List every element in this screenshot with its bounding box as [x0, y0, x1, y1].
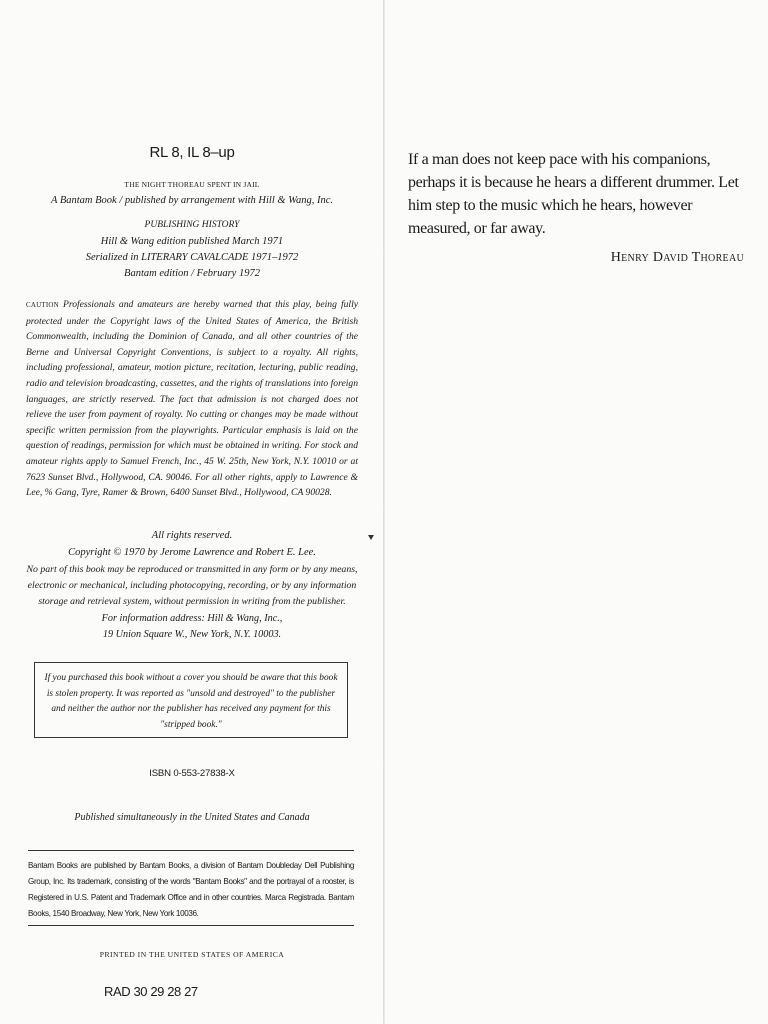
- page-mark: [368, 535, 374, 540]
- stripped-book-notice: If you purchased this book without a cover you should be aware that this book is stolen property. It was reported as "unsold and destroyed" to the publisher and neither the author nor the publisher has received any payment for this "stripped book.": [34, 662, 348, 738]
- book-spine: [383, 0, 385, 1024]
- epigraph-quote: If a man does not keep pace with his companions, perhaps it is because he hears a different drummer. Let him step to the music which he hears, however measured, or far away.: [408, 151, 739, 237]
- isbn: ISBN 0-553-27838-X: [149, 768, 235, 779]
- reading-level: RL 8, IL 8–up: [149, 144, 235, 161]
- rights-line: All rights reserved.: [151, 530, 233, 541]
- caution-label: CAUTION: [26, 301, 59, 309]
- copyright-page: [26, 0, 358, 1024]
- divider-rule: [28, 850, 354, 851]
- copyright-line: Copyright © 1970 by Jerome Lawrence and Robert E. Lee.: [68, 547, 316, 558]
- rights-line: 19 Union Square W., New York, N.Y. 10003.: [102, 629, 282, 640]
- print-line: RAD 30 29 28 27: [104, 984, 198, 999]
- epigraph-page: [404, 0, 748, 1024]
- divider-rule: [28, 925, 354, 926]
- publishing-history-heading: PUBLISHING HISTORY: [144, 220, 240, 230]
- caution-paragraph: [26, 297, 358, 501]
- history-line: Hill & Wang edition published March 1971: [100, 236, 284, 247]
- bantam-trademark-notice: Bantam Books are published by Bantam Books, a division of Bantam Doubleday Dell Publishing Group, Inc. Its trademark, consisting of the words "Bantam Books" and the portrayal of a rooster, is Registered in U.S. Patent and Trademark Office and in other countries. Marca Registrada. Bantam Books, 1540 Broadway, New York, New York 10036.: [28, 861, 354, 918]
- rights-line: No part of this book may be reproduced or transmitted in any form or by any means,: [26, 564, 358, 575]
- publisher-line: A Bantam Book / published by arrangement with Hill & Wang, Inc.: [50, 195, 334, 206]
- printed-in-usa: PRINTED IN THE UNITED STATES OF AMERICA: [99, 950, 285, 959]
- rights-line: For information address: Hill & Wang, Inc.,: [101, 613, 283, 624]
- simultaneous-publication: Published simultaneously in the United States and Canada: [74, 812, 310, 823]
- book-title-line: THE NIGHT THOREAU SPENT IN JAIL: [124, 180, 260, 189]
- rights-line: storage and retrieval system, without permission in writing from the publisher.: [38, 596, 346, 607]
- epigraph-author: Henry David Thoreau: [610, 250, 744, 265]
- caution-text: Professionals and amateurs are hereby warned that this play, being fully protected under the Copyright laws of the United States of America, the British Commonwealth, including the Dominion of Canada, and all other countries of the Berne and Universal Copyright Conventions, is subject to a royalty. All rights, including professional, amateur, motion picture, recitation, lecturing, public reading, radio and television broadcasting, cassettes, and the rights of translations into foreign languages, are strictly reserved. The fact that admission is not charged does not relieve the user from payment of royalty. No cutting or changes may be made without specific written permission from the playwrights. Particular emphasis is laid on the question of readings, permission for which must be obtained in writing. For stock and amateur rights apply to Samuel French, Inc., 45 W. 25th, New York, N.Y. 10010 or at 7623 Sunset Blvd., Hollywood, CA. 90046. For all other rights, apply to Lawrence & Lee, % Gang, Tyre, Ramer & Brown, 6400 Sunset Blvd., Hollywood, CA 90028.: [26, 299, 358, 499]
- rights-line: electronic or mechanical, including photocopying, recording, or by any information: [27, 580, 357, 591]
- history-line: Serialized in LITERARY CAVALCADE 1971–1972: [85, 252, 299, 263]
- history-line: Bantam edition / February 1972: [124, 268, 260, 279]
